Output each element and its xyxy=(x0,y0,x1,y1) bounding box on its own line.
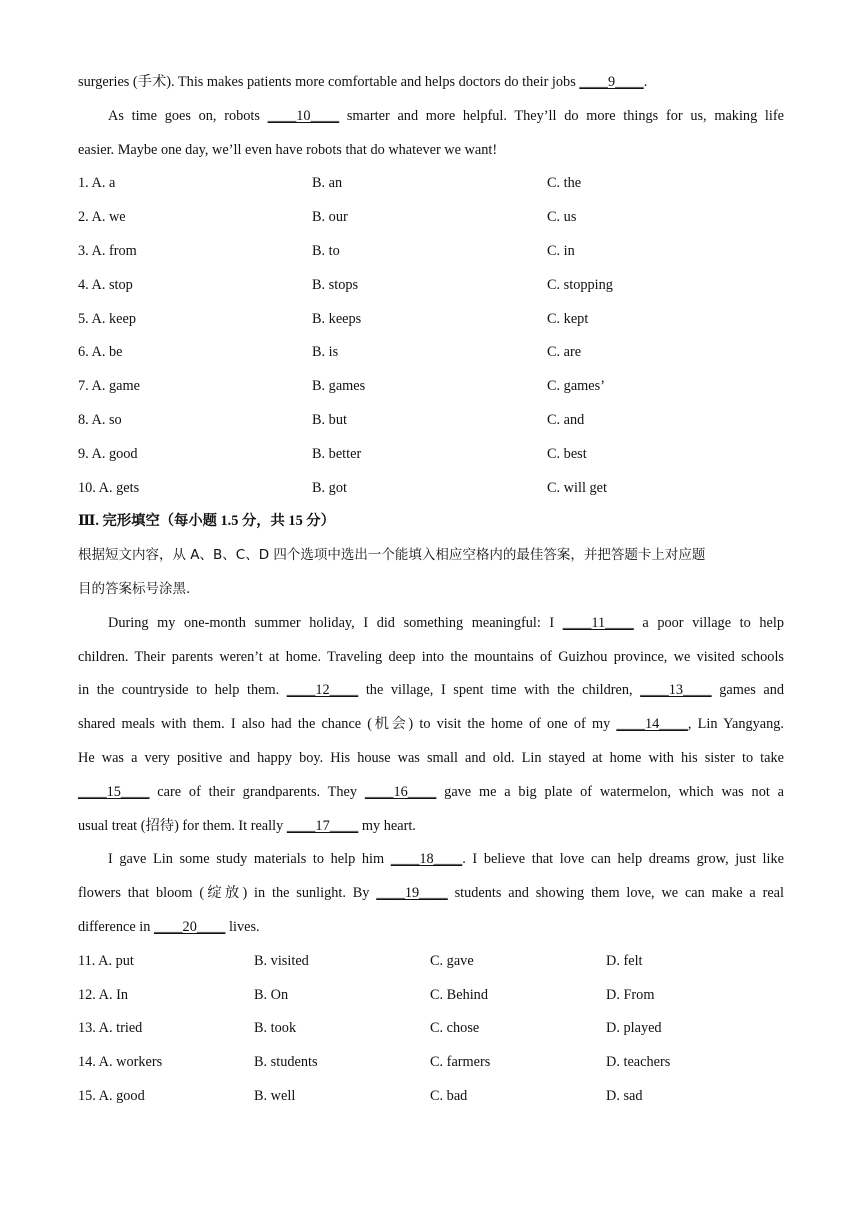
option-a: 8. A. so xyxy=(78,411,122,428)
option-row xyxy=(78,404,784,438)
answer-blank-11: ____11____ xyxy=(562,614,634,631)
option-row xyxy=(78,1046,784,1080)
answer-blank-17: ____17____ xyxy=(286,817,359,834)
option-d: D. felt xyxy=(606,952,643,969)
passage1-text: smarter and more helpful. They’ll do more things for us, making life xyxy=(339,107,784,124)
passage2-line xyxy=(78,607,784,641)
option-row xyxy=(78,1012,784,1046)
option-a: 11. A. put xyxy=(78,952,134,969)
answer-blank-10: ____10____ xyxy=(267,107,340,124)
passage2-line: He was a very positive and happy boy. His house was small and old. Lin stayed at home with his sister to take xyxy=(78,749,784,766)
option-d: D. played xyxy=(606,1020,662,1037)
passage2-line xyxy=(78,843,784,877)
options-group-2 xyxy=(78,945,784,1114)
passage1-line: easier. Maybe one day, we’ll even have robots that do whatever we want! xyxy=(78,141,498,158)
option-c: C. are xyxy=(547,344,582,361)
passage2-text: I gave Lin some study materials to help him xyxy=(108,851,391,868)
answer-blank-20: ____20____ xyxy=(153,918,226,935)
option-row xyxy=(78,472,784,506)
passage2-text: During my one-month summer holiday, I did something meaningful: I xyxy=(108,614,563,631)
option-c: C. stopping xyxy=(547,276,613,293)
passage2-text: difference in xyxy=(78,918,154,935)
answer-blank-19: ____19____ xyxy=(376,885,448,902)
exam-page xyxy=(78,66,784,1114)
answer-blank-12: ____12____ xyxy=(286,682,359,699)
passage2-text: a poor village to help xyxy=(633,614,784,631)
answer-blank-15: ____15____ xyxy=(78,783,150,800)
option-b: B. well xyxy=(254,1087,296,1104)
option-b: B. is xyxy=(312,344,339,361)
answer-blank-9: ____9____ xyxy=(579,74,644,90)
passage2-text: games and xyxy=(711,682,784,699)
option-row xyxy=(78,1080,784,1114)
passage2-text: the village, I spent time with the children, xyxy=(358,682,641,699)
option-row xyxy=(78,201,784,235)
option-a: 2. A. we xyxy=(78,209,126,226)
answer-blank-13: ____13____ xyxy=(640,682,712,699)
option-c: C. us xyxy=(547,209,577,226)
option-a: 1. A. a xyxy=(78,175,116,192)
option-b: B. got xyxy=(312,479,347,496)
passage1-text: As time goes on, robots xyxy=(108,107,268,124)
option-a: 7. A. game xyxy=(78,378,140,395)
passage2-line xyxy=(78,810,784,844)
option-c: C. in xyxy=(547,242,575,259)
section-instruction: 目的答案标号涂黑. xyxy=(78,580,191,597)
option-b: B. to xyxy=(312,242,340,259)
option-c: C. kept xyxy=(547,310,589,327)
option-c: C. games’ xyxy=(547,378,605,395)
passage1-text: surgeries (手术). This makes patients more comfortable and helps doctors do their jobs xyxy=(78,74,580,90)
options-group-1 xyxy=(78,167,784,505)
option-b: B. visited xyxy=(254,952,309,969)
option-row xyxy=(78,235,784,269)
section-title: Ⅲ. 完形填空（每小题 1.5 分，共 15 分） xyxy=(78,513,335,530)
passage1-line xyxy=(78,66,784,100)
option-b: B. an xyxy=(312,175,343,192)
passage2-line xyxy=(78,877,784,911)
section-instruction: 根据短文内容，从 A、B、C、D 四个选项中选出一个能填入相应空格内的最佳答案，并把答题卡上对应题 xyxy=(78,547,706,564)
option-c: C. and xyxy=(547,411,585,428)
option-row xyxy=(78,945,784,979)
option-b: B. our xyxy=(312,209,348,226)
option-row xyxy=(78,370,784,404)
option-d: D. From xyxy=(606,986,655,1003)
option-row xyxy=(78,979,784,1013)
option-a: 15. A. good xyxy=(78,1087,145,1104)
passage2-text: gave me a big plate of watermelon, which was not a xyxy=(436,783,784,800)
option-a: 14. A. workers xyxy=(78,1054,163,1071)
option-c: C. best xyxy=(547,445,587,462)
option-b: B. On xyxy=(254,986,289,1003)
passage2-text: students and showing them love, we can make a real xyxy=(447,885,784,902)
passage2-line xyxy=(78,708,784,742)
passage2-line xyxy=(78,674,784,708)
answer-blank-18: ____18____ xyxy=(390,851,463,868)
option-row xyxy=(78,303,784,337)
passage2-line: children. Their parents weren’t at home. Traveling deep into the mountains of Guizhou province, we visited schools xyxy=(78,648,784,665)
option-b: B. but xyxy=(312,411,347,428)
option-row xyxy=(78,438,784,472)
option-b: B. better xyxy=(312,445,362,462)
option-c: C. chose xyxy=(430,1020,480,1037)
option-d: D. teachers xyxy=(606,1054,671,1071)
passage2-text: . I believe that love can help dreams grow, just like xyxy=(462,851,784,868)
passage2-line xyxy=(78,911,784,945)
answer-blank-14: ____14____ xyxy=(616,716,688,733)
option-b: B. games xyxy=(312,378,366,395)
passage1-line xyxy=(78,100,784,134)
passage1-text: . xyxy=(643,74,648,90)
option-d: D. sad xyxy=(606,1087,643,1104)
option-b: B. students xyxy=(254,1054,318,1071)
option-a: 9. A. good xyxy=(78,445,138,462)
option-row xyxy=(78,269,784,303)
option-a: 6. A. be xyxy=(78,344,123,361)
passage2-text: usual treat (招待) for them. It really xyxy=(78,817,287,834)
option-c: C. bad xyxy=(430,1087,468,1104)
option-b: B. took xyxy=(254,1020,297,1037)
option-c: C. will get xyxy=(547,479,607,496)
option-b: B. keeps xyxy=(312,310,362,327)
option-a: 13. A. tried xyxy=(78,1020,143,1037)
passage2-text: care of their grandparents. They xyxy=(149,783,365,800)
passage2-text: flowers that bloom (绽放) in the sunlight. By xyxy=(78,885,377,902)
option-c: C. farmers xyxy=(430,1054,491,1071)
option-a: 5. A. keep xyxy=(78,310,136,327)
option-b: B. stops xyxy=(312,276,359,293)
option-row xyxy=(78,167,784,201)
answer-blank-16: ____16____ xyxy=(364,783,437,800)
option-a: 4. A. stop xyxy=(78,276,133,293)
passage2-line xyxy=(78,776,784,810)
option-c: C. Behind xyxy=(430,986,488,1003)
passage2-text: lives. xyxy=(225,918,260,935)
option-a: 3. A. from xyxy=(78,242,137,259)
passage2-text: in the countryside to help them. xyxy=(78,682,287,699)
option-c: C. gave xyxy=(430,952,474,969)
passage2-text: shared meals with them. I also had the chance (机会) to visit the home of one of my xyxy=(78,716,617,733)
option-row xyxy=(78,336,784,370)
option-c: C. the xyxy=(547,175,582,192)
passage2-text: my heart. xyxy=(358,817,416,834)
option-a: 10. A. gets xyxy=(78,479,140,496)
option-a: 12. A. In xyxy=(78,986,129,1003)
passage2-text: , Lin Yangyang. xyxy=(687,716,785,733)
